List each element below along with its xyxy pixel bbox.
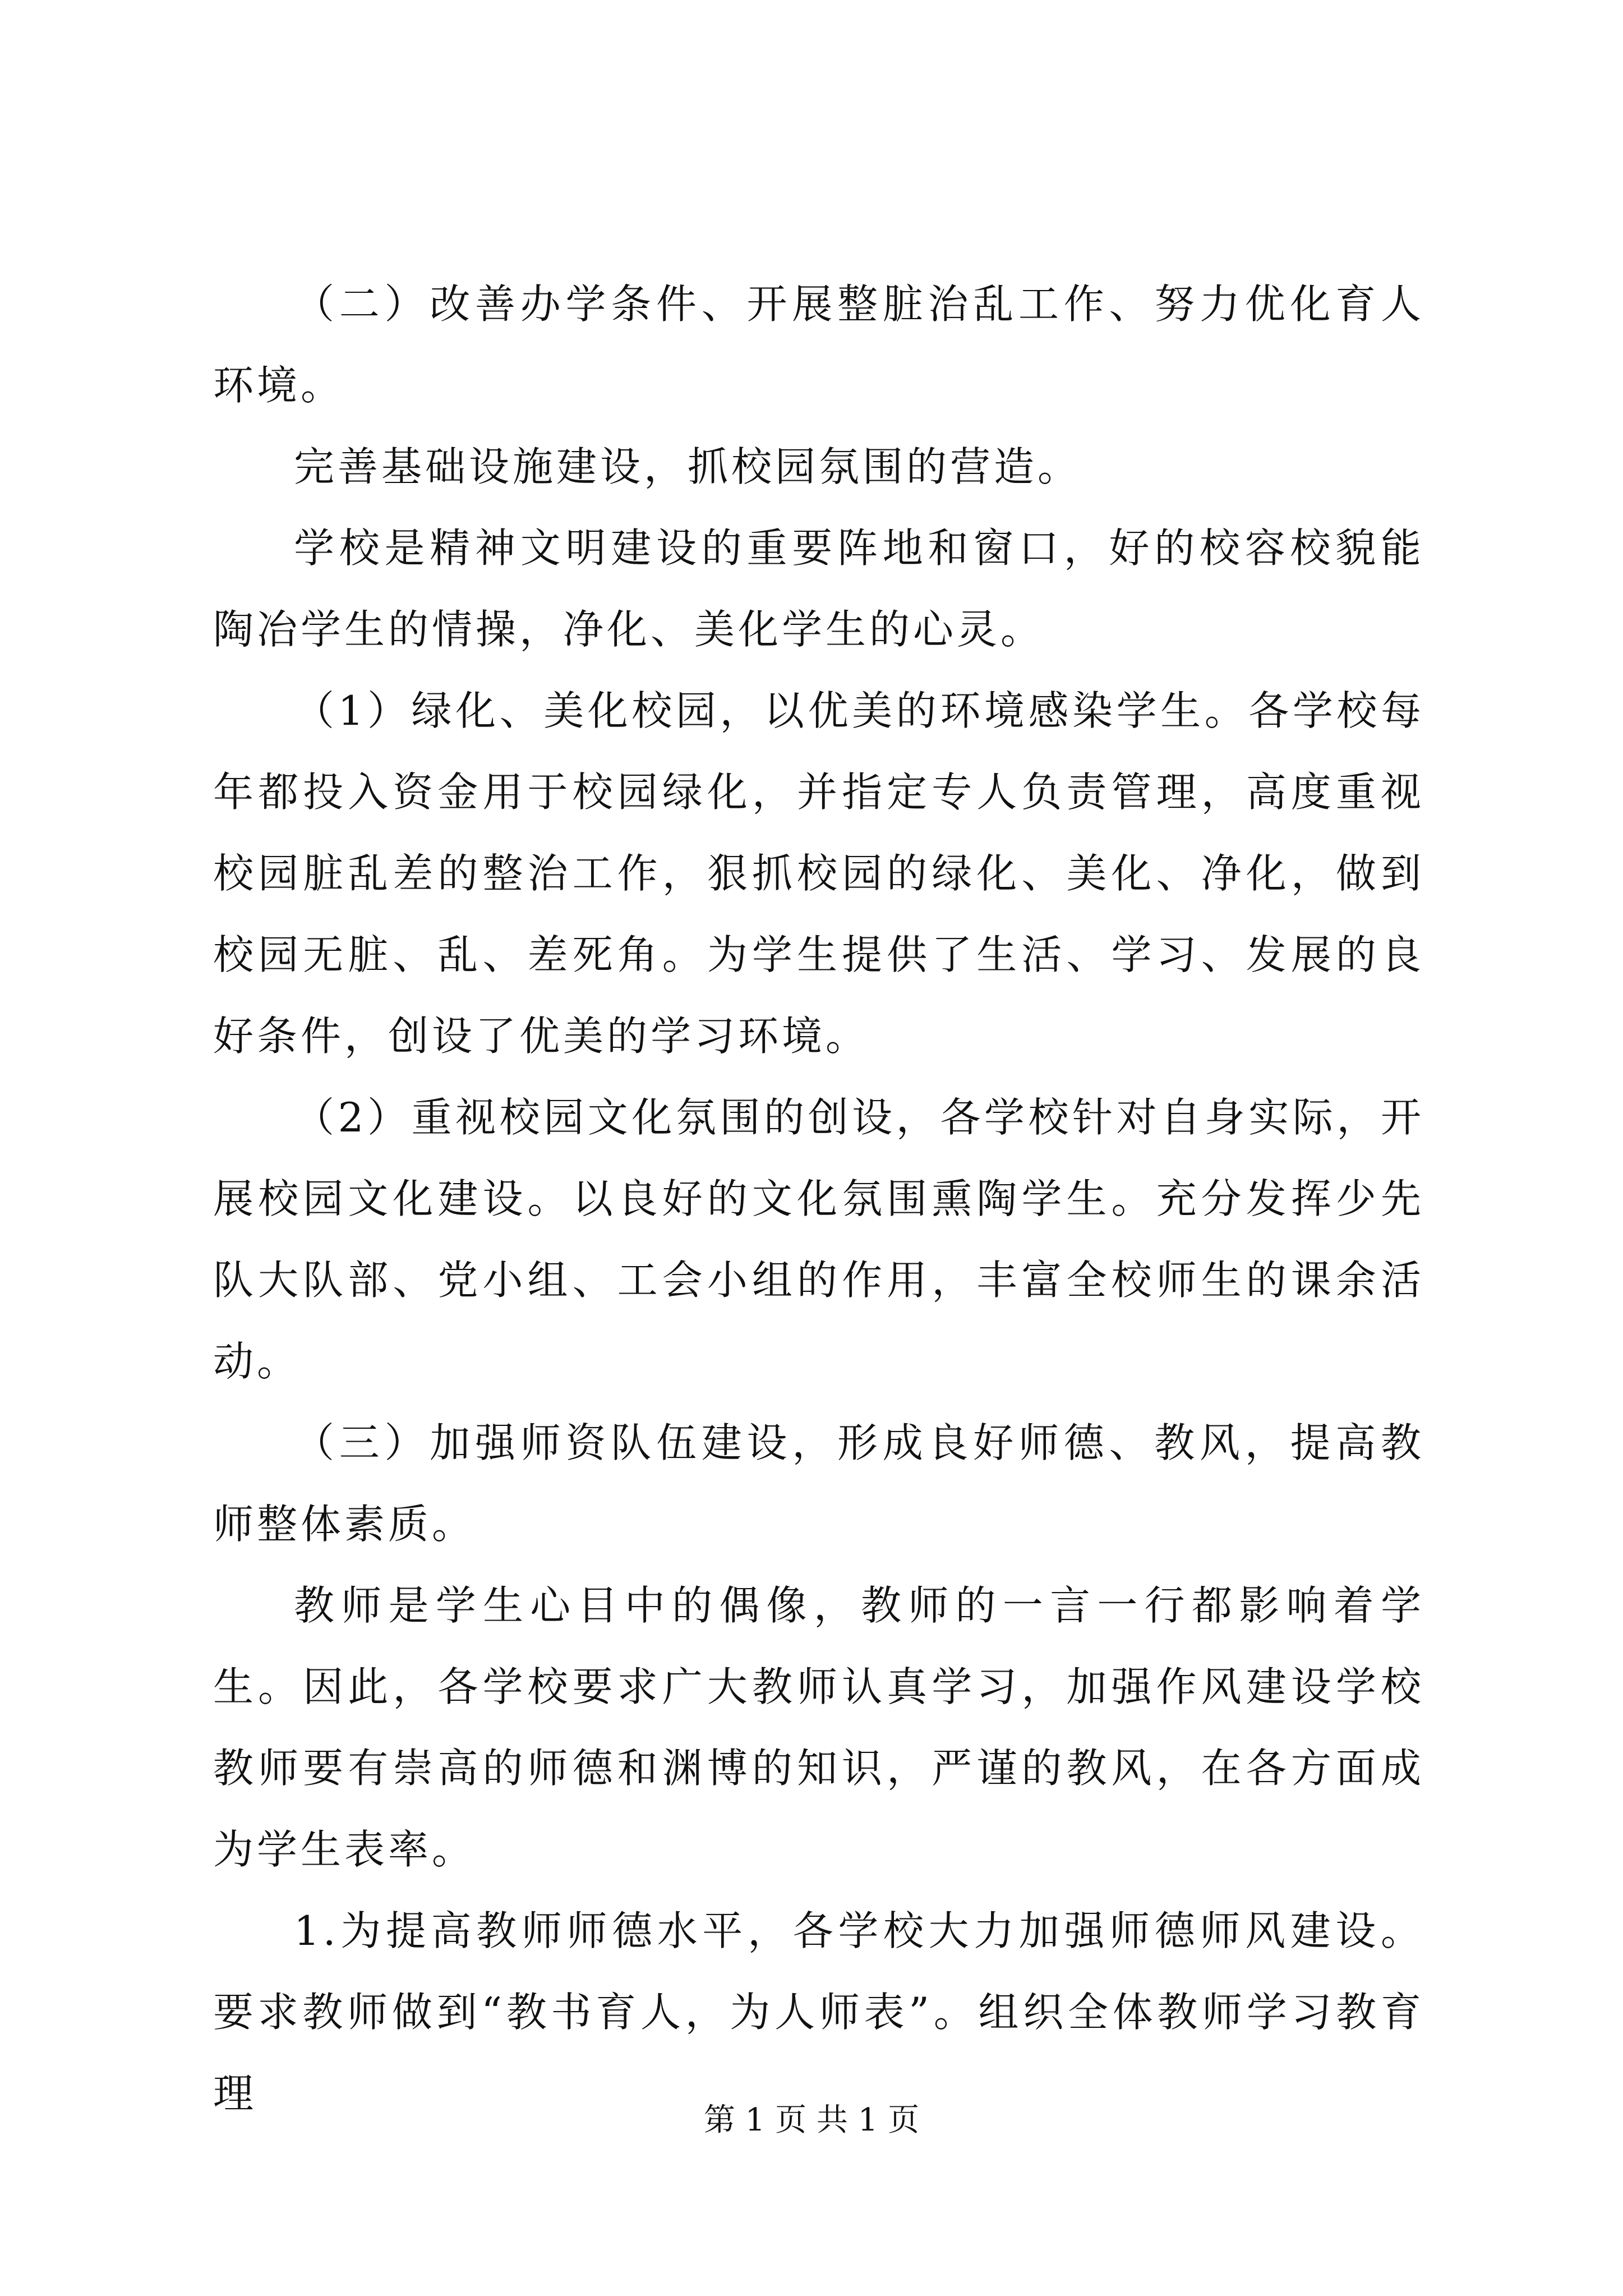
paragraph-infrastructure: 完善基础设施建设，抓校园氛围的营造。 [294, 443, 1082, 490]
document-body [213, 264, 1424, 2134]
paragraph-section-3-heading: （三）加强师资队伍建设，形成良好师德、教风，提高教师整体素质。 [213, 1419, 1424, 1548]
paragraph-school-role: 学校是精神文明建设的重要阵地和窗口，好的校容校貌能陶冶学生的情操，净化、美化学生的心灵。 [213, 524, 1424, 653]
paragraph-greening: （1）绿化、美化校园，以优美的环境感染学生。各学校每年都投入资金用于校园绿化，并指定专人负责管理，高度重视校园脏乱差的整治工作，狠抓校园的绿化、美化、净化，做到校园无脏、乱、差死角。为学生提供了生活、学习、发展的良好条件，创设了优美的学习环境。 [213, 687, 1424, 1060]
paragraph-ethics: 1.为提高教师师德水平，各学校大力加强师德师风建设。要求教师做到“教书育人，为人师表”。组织全体教师学习教育理 [213, 1907, 1424, 2117]
paragraph-teacher-role: 教师是学生心目中的偶像，教师的一言一行都影响着学生。因此，各学校要求广大教师认真学习，加强作风建设学校教师要有崇高的师德和渊博的知识，严谨的教风，在各方面成为学生表率。 [213, 1582, 1424, 1873]
paragraph-section-2-heading: （二）改善办学条件、开展整脏治乱工作、努力优化育人环境。 [213, 280, 1424, 409]
paragraph-campus-culture: （2）重视校园文化氛围的创设，各学校针对自身实际，开展校园文化建设。以良好的文化氛围熏陶学生。充分发挥少先队大队部、党小组、工会小组的作用，丰富全校师生的课余活动。 [213, 1094, 1424, 1385]
page-footer: 第 1 页 共 1 页 [703, 2102, 920, 2138]
